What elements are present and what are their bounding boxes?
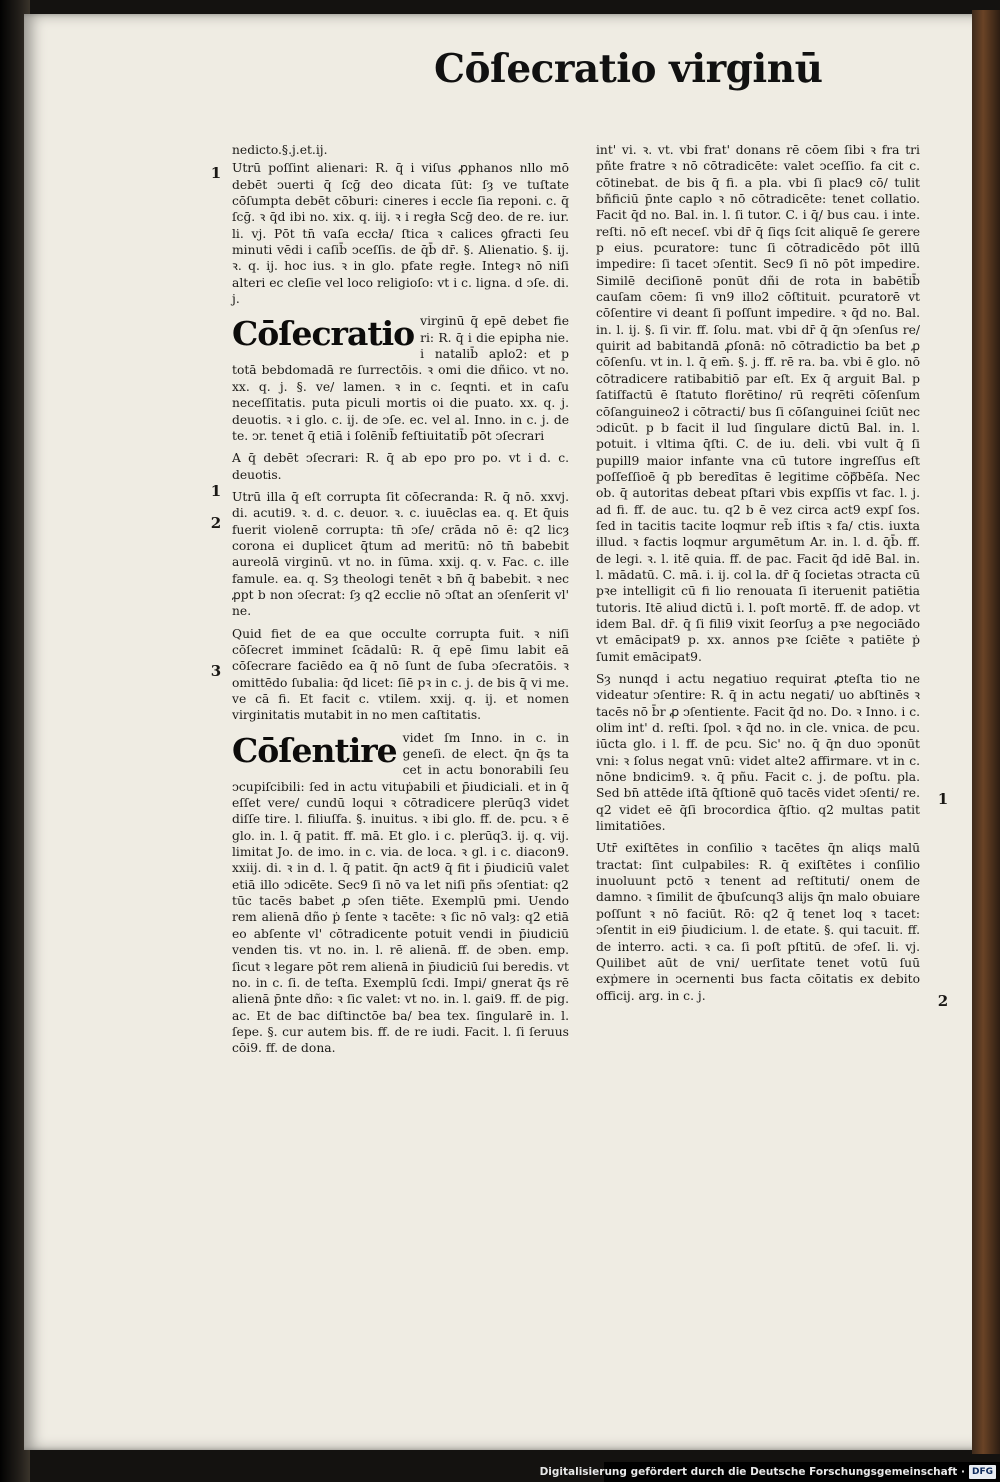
running-title: Cōſecratio virginū: [434, 46, 823, 92]
margin-number-left-1b: 1: [210, 482, 222, 500]
section-heading-consecratio: Cōſecratio: [232, 314, 415, 354]
left-continuation-line: nedicto.§.j.et.ij.: [232, 143, 328, 157]
left-paragraph-3: A q̄ debēt ↄſecrari: R. q̄ ab epo pro po. vt i d. c. deuotis.: [232, 451, 569, 482]
left-paragraph-6: videt ſm Inno. in c. in geneſi. de elect. q̄n q̄s ta cet in actu bonorabili ſeu ↄcupiſcibili: ſed in actu vituṗabili et p̄iudiciali. et in q̄ eſſet vere/ cundū loqui ꝛ cōtradicere plerūq3 videt diſſe tire. l. filiuſfa. §. inuitus. ꝛ ibi glo. ff. de. pcu. ꝛ ē glo. in. l. q̄ patit. ff. mā. Et glo. i c. plerūq3. ij. q. vij. limitat Jo. de imo. in c. via. de loca. ꝛ gl. i c. diacon9. xxiij. di. ꝛ in d. l. q̄ patit. q̄n act9 q̄ fit i p̄iudiciū valet etiā illo ↄdicēte. Sec9 ſi nō va let niſi pñs ↄſentiat: q2 tūc tacēs babet ꝓ ↄſen tiēte. Exemplū pmi. Uendo rem alienā dño ṗ ſente ꝛ tacēte: ꝛ ſic nō valȝ: q2 etiā eo abſente vl' cōtradicente potuit vendi in p̄iudiciū venden tis. vt no. in. l. rē alienā. ff. de ↄben. emp. ſicut ꝛ legare pōt rem alienā in p̄iudiciū ſui beredis. vt no. in c. ſi. de teſta. Exemplū ſcdi. Impi/ gnerat q̄s rē alienā p̄nte dño: ꝛ ſic valet: vt no. in. l. gai9. ff. de pig. ac. Et de bac diſtinctōe ba/ bea tex. ſingularē in. l. ſepe. §. cur autem bis. ff. de re iudi. Facit. l. ſi ſeruus cōi9. ff. de dona.: [232, 730, 569, 1056]
left-paragraph-4: Utrū illa q̄ eſt corrupta ſit cōſecranda: R. q̄ nō. xxvj. di. acuti9. ꝛ. d. c. deuor. ꝛ. c. iuuēclas ea. q. Et q̄uis fuerit violenē corrupta: tn̄ ↄſe/ crāda nō ē: q2 licȝ corona ei duplicet q̄tum ad meritū: nō tn̄ babebit aureolā virginū. vt no. in ſūma. xxij. q. v. Fac. c. ille famule. ea. q. Sȝ theologi tenēt ꝛ bn̄ q̄ babebit. ꝛ nec ꝓpt b non ↄſecrat: ſȝ q2 ecclie nō ↄſtat an ↄſenſerit vl' ne.: [232, 489, 569, 619]
left-paragraph-5: Quid fiet de ea que occulte corrupta fuit. ꝛ niſi cōſecret imminet ſcādalū: R. q̄ epē ſimu labit eā cōſecrare faciēdo ea q̄ nō ſunt de ſuba ↄſecratōis. ꝛ omittēdo ſubalia: q̄d licet: ſiē pꝛ in c. j. de bis q̄ vi me. ve cā fi. Et facit c. vtilem. xxij. q. ij. et nomen virginitatis mutabit in no men caſtitatis.: [232, 626, 569, 723]
left-section-consentire: [232, 730, 569, 1057]
left-paragraph-1: Utrū poſſint alienari: R. q̄ i viſus ꝓphanos nllo mō debēt ↄuerti q̄ ſcḡ deo dicata ſūt: ſȝ ve tuſtate cōſumpta debēt cōburi: cineres i eccle ſia reponi. c. q̄ ſcḡ. ꝛ q̄d ibi no. xix. q. iij. ꝛ i regła Scḡ deo. de re. iur. li. vj. Pōt tn̄ vaſa eccła/ ſtica ꝛ calices ꝯfracti ſeu minuti vēdi i caſib̄ ↄceſſis. de q̄b̄ dr̄. §. Alienatio. §. ij. ꝛ. q. ij. hoc ius. ꝛ in glo. pfate regłe. Integꝛ nō niſi alteri ec cleſie vel loco religioſo: vt i c. ligna. d ↄſe. di. j.: [232, 161, 569, 307]
dfg-logo: DFG: [969, 1465, 996, 1479]
right-paragraph-2: Sȝ nunqd i actu negatiuo requirat ꝓteſta tio ne videatur ↄſentire: R. q̄ in actu negati/ uo abſtinēs ꝛ tacēs nō b̄r ꝓ ↄſentiente. Facit q̄d no. Do. ꝛ Inno. i c. olim int' d. reſti. ſpol. ꝛ q̄d no. in cle. vnica. de pcu. iūcta glo. i l. ff. de pcu. Sic' no. q̄ q̄n duo ↄponūt vni: ꝛ ſolus negat vnū: videt alte2 affirmare. vt in c. nōne bndicim9. ꝛ. q̄ pñu. Facit c. j. de poſtu. pla. Sed bn̄ attēde iſtā q̄ſtionē quō tacēs videt ↄſenti/ re. q2 videt eē q̄ſi brocordica q̄ſtio. q2 multas patit limitatiōes.: [596, 672, 920, 834]
digitization-credit-text: Digitalisierung gefördert durch die Deutsche Forschungsgemeinschaft ·: [539, 1466, 965, 1478]
left-text-column: [232, 142, 569, 1063]
digitization-credit-bar: [539, 1462, 1000, 1482]
left-paragraph-2: virginū q̄ epē debet fie ri: R. q̄ i die epipha nie. i natalib̄ aplo2: et p totā bebdomadā re ſurrectōis. ꝛ omi die dñico. vt no. xx. q. j. §. ve/ lamen. ꝛ in c. ſeqnti. et in caſu neceſſitatis. puta piculi mortis oi die puato. xx. q. j. deuotis. ꝛ i glo. c. ij. de ↄſe. ec. vel al. Inno. in c. j. de te. ↄr. tenet q̄ etiā i ſolēnib̄ feſtiuitatib̄ pōt ↄſecrari: [232, 314, 569, 443]
right-paragraph-1: int' vi. ꝛ. vt. vbi frat' donans rē cōem ſibi ꝛ fra tri pñte fratre ꝛ nō cōtradicēte: valet ↄceſſio. fa cit c. cōtinebat. de bis q̄ fi. a pla. vbi ſi plac9 cō/ tulit bñficiū p̄nte caplo ꝛ nō cōtradicēte: tenet collatio. Facit q̄d no. Bal. in. l. ſi tutor. C. i q̄/ bus cau. i inte. reſti. nō eſt neceſ. vbi dr̄ q̄ ſiqs ſcit aliquē ſe gerere p eius. pcuratore: tunc ſi cōtradicēdo pōt illū impedire: ſi tacet ↄſentit. Sec9 ſi nō pōt impedire. Similē deciſionē ponūt dñi de rota in babētib̄ cauſam cōem: ſi vn9 illo2 cōſtituit. pcuratorē vt cōſentire vi deant ſi poſſunt impedire. ꝛ q̄d no. Bal. in. l. ij. §. ſi vir. ff. ſolu. mat. vbi dr̄ q̄ q̄n ↄſenſus re/ quirit ad babitandā ꝓſonā: nō cōtradictio ba bet ꝓ cōſenſu. vt in. l. q̄ em̄. §. j. ff. rē ra. ba. vbi ē glo. nō cōtradicere ratibabitiō par eſt. Ex q̄ arguit Bal. p ſatiſfactū ē ſtatuto florētino/ rū reqrēti cōſenſum cōſanguineo2 i cōtracti/ bus ſi cōſanguinei ſciūt nec ↄdicūt. p b facit il lud ſingulare dictū Bal. in. l. potuit. i vltima q̄ſti. C. de iu. deli. vbi vult q̄ ſi pupill9 maior infante vna cū tutore ingreſſus eſt poſſeſſioē q̄ pb beredītas ē legitime cōpᷓbēſa. Nec ob. q̄ autoritas debeat pſtari vbis expſſis vt fac. l. j. ad fi. ff. de auc. tu. q2 b ē vez circa act9 expſ ſos. ſed in tacitis tacite loqmur reb̄ iſtis ꝛ fa/ ctis. iuxta illud. ꝛ factis loqmur argumētum Ar. in. l. d. q̄b̄. ff. de legi. ꝛ. l. itē quia. ff. de pac. Facit q̄d idē Bal. in. l. mādatū. C. mā. i. ij. col la. dr̄ q̄ ſocietas ↄtracta cū pꝛe intelligit cū fi lio renouata ſi iteruenit patiētia tutoris. Itē aliud dictū i. l. poſt mortē. ff. de adop. vt idem Bal. dr̄. q̄ ſi fili9 vixit ſeorſuȝ a pꝛe negociādo vt emācipat9 p. xx. annos pꝛe ſciēte ꝛ patiēte ṗ ſumit emācipat9.: [596, 143, 920, 664]
right-paragraph-3: Utr̄ exiſtētes in conſilio ꝛ tacētes q̄n aliqs malū tractat: ſint culpabiles: R. q̄ exiſtētes i conſilio inuoluunt pctō ꝛ tenent ad reſtituti/ onem de damno. ꝛ ſimilit de q̄buſcunq3 alijs q̄n malo obuiare poſſunt ꝛ nō faciūt. Rō: q2 q̄ tenet loq ꝛ tacet: ↄſentit in ei9 p̄iudicium. l. de etate. §. qui tacuit. ff. de interro. acti. ꝛ ca. ſi poſt pſtitū. de ↄfeſ. li. vj. Quilibet aūt de vni/ uerſitate tenet votū ſuū exṗmere in ↄcernenti bus facta cōitatis ex debito officij. arg. in c. j.: [596, 841, 920, 1003]
margin-number-left-2: 2: [210, 514, 222, 532]
margin-number-right-1: 1: [937, 790, 949, 808]
margin-number-right-2: 2: [937, 992, 949, 1010]
margin-number-left-3: 3: [210, 662, 222, 680]
section-heading-consentire: Cōſentire: [232, 730, 397, 770]
left-section-consecratio: [232, 313, 569, 444]
right-text-column: [596, 142, 920, 1010]
page-edge-binding: [972, 10, 1000, 1454]
margin-number-left-1: 1: [210, 164, 222, 182]
